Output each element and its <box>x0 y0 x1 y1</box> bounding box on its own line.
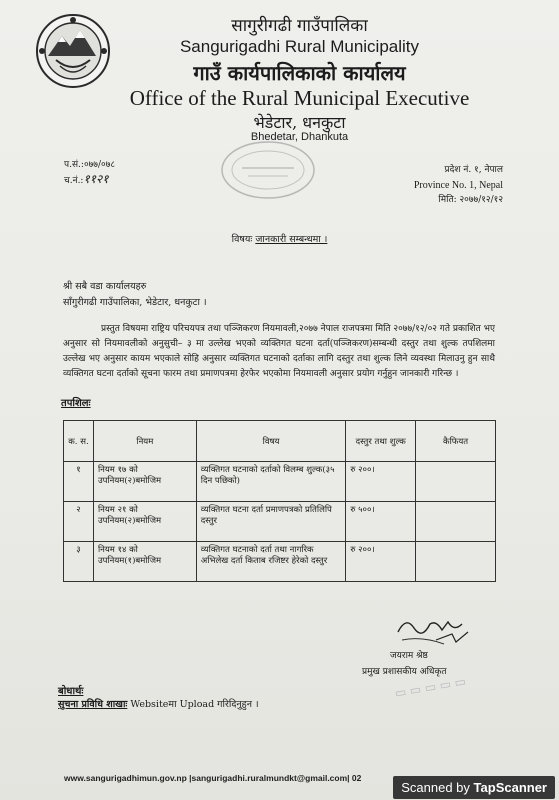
addressee-line-1: श्री सबै वडा कार्यालयहरु <box>63 281 147 292</box>
scanner-badge <box>393 776 555 799</box>
province-np: प्रदेश नं. १, नेपाल <box>444 165 503 175</box>
patra-sankhya: प.सं.:०७७/०७८ <box>64 160 116 170</box>
office-name-np: गाउँ कार्यपालिकाको कार्यालय <box>193 61 406 85</box>
cell-serial: १ <box>64 462 94 502</box>
cell-remarks <box>416 542 496 582</box>
addressee-block <box>63 279 207 311</box>
chalani-number-line <box>64 172 115 188</box>
signature-icon <box>392 610 482 650</box>
header-remarks: कैफियत <box>416 421 496 462</box>
note-text: Websiteमा Upload गरिदिनुहुन । <box>130 699 259 710</box>
scanner-badge-brand: TapScanner <box>473 780 547 795</box>
chalani-number: ११२१ <box>83 172 109 186</box>
scanner-badge-prefix: Scanned by <box>401 780 470 795</box>
cell-subject: व्यक्तिगत घटना दर्ता प्रमाणपत्रको प्रतिलिपि दस्तुर <box>196 502 346 542</box>
letter-date: मिति: २०७७/१२/१२ <box>438 195 503 205</box>
cell-remarks <box>416 462 496 502</box>
cell-rule: नियम १४ को उपनियम(१)बमोजिम <box>93 542 196 582</box>
office-name-en: Office of the Rural Municipal Executive <box>129 86 470 110</box>
cell-remarks <box>416 502 496 542</box>
table-label: तपशिलः <box>61 398 91 409</box>
province-en: Province No. 1, Nepal <box>413 180 503 191</box>
table-row <box>64 462 496 502</box>
faint-stamp-icon: ▭ ▭ ▭ ▭ ▭ <box>393 674 467 701</box>
cell-rule: नियम १७ को उपनियम(२)बमोजिम <box>93 462 196 502</box>
subject-label: विषयः <box>231 234 253 245</box>
cell-serial: ३ <box>64 542 94 582</box>
cell-subject: व्यक्तिगत घटनाको दर्ताको विलम्ब शुल्क(३५ दिन पछिको) <box>196 462 346 502</box>
reference-numbers <box>64 158 115 188</box>
note-branch: सुचना प्रविधि शाखाः <box>58 699 128 710</box>
municipality-name-np: सागुरीगढी गाउँपालिका <box>231 16 368 36</box>
subject-line <box>0 232 559 245</box>
cell-subject: व्यक्तिगत घटनाको दर्ता तथा नागरिक अभिलेख दर्ता किताब रजिष्टर हेरेको दस्तुर <box>196 542 346 582</box>
table-row <box>64 502 496 542</box>
office-stamp-icon <box>218 138 318 202</box>
address-en: Bhedetar, Dhankuta <box>250 131 349 143</box>
addressee-line-2: साँगुरीगढी गाउँपालिका, भेडेटार, धनकुटा । <box>63 297 207 308</box>
table-header-row <box>64 421 496 462</box>
note-label: बोधार्थः <box>58 686 84 697</box>
header-subject: विषय <box>196 421 346 462</box>
address-np: भेडेटार, धनकुटा <box>253 113 346 132</box>
header-fee: दस्तुर तथा शुल्क <box>346 421 416 462</box>
header-serial: क. स. <box>64 421 94 462</box>
body-paragraph <box>63 322 495 382</box>
municipality-name-en: Sangurigadhi Rural Municipality <box>179 37 420 56</box>
body-paragraph-text: प्रस्तुत विषयमा राष्ट्रिय परिचयपत्र तथा पञ्जिकरण नियमावली,२०७७ नेपाल राजपत्रमा मिति २०७७/१२/०२ गते प्रकाशित भए अनुसार सो नियमावलीको अनुसुची– ३ मा उल्लेख भएको व्यक्तिगत घटना दर्ता(पञ्जिकरण)सम्बन्धी दस्तुर तथा शुल्क तपशिलमा उल्लेख भए अनुसार कायम भएकाले सोहि अनुसार व्यक्तिगत घटनाको दर्ताका लागि दस्तुर तथा शुल्क लिने व्यवस्था मिलाउनु हुन साथै व्यक्तिगत घटना दर्ताको सूचना फारम तथा प्रमाणपत्रमा हेरफेर भएकोमा नियमावली अनुसार प्रयोग गर्नुहुन जानकारी गरिन्छ । <box>63 324 495 379</box>
province-date-block <box>414 163 503 208</box>
table-row <box>64 542 496 582</box>
cell-fee: रु ५००। <box>346 502 416 542</box>
cell-fee: रु २००। <box>346 542 416 582</box>
signer-name: जयराम श्रेष्ठ <box>390 651 428 661</box>
cell-serial: २ <box>64 502 94 542</box>
chalani-label: च.नं.: <box>64 176 84 186</box>
cell-fee: रु २००। <box>346 462 416 502</box>
signer-block <box>362 648 447 680</box>
note-line <box>58 697 259 710</box>
subject-text: जानकारी सम्बन्धमा । <box>255 234 328 245</box>
footer-contact: www.sangurigadhimun.gov.np |sangurigadhi.ruralmundkt@gmail.com| 02 <box>64 773 362 783</box>
header-rule: नियम <box>93 421 196 462</box>
signer-title: प्रमुख प्रशासकीय अधिकृत <box>362 667 447 677</box>
cell-rule: नियम २१ को उपनियम(२)बमोजिम <box>93 502 196 542</box>
fee-table <box>63 420 496 582</box>
